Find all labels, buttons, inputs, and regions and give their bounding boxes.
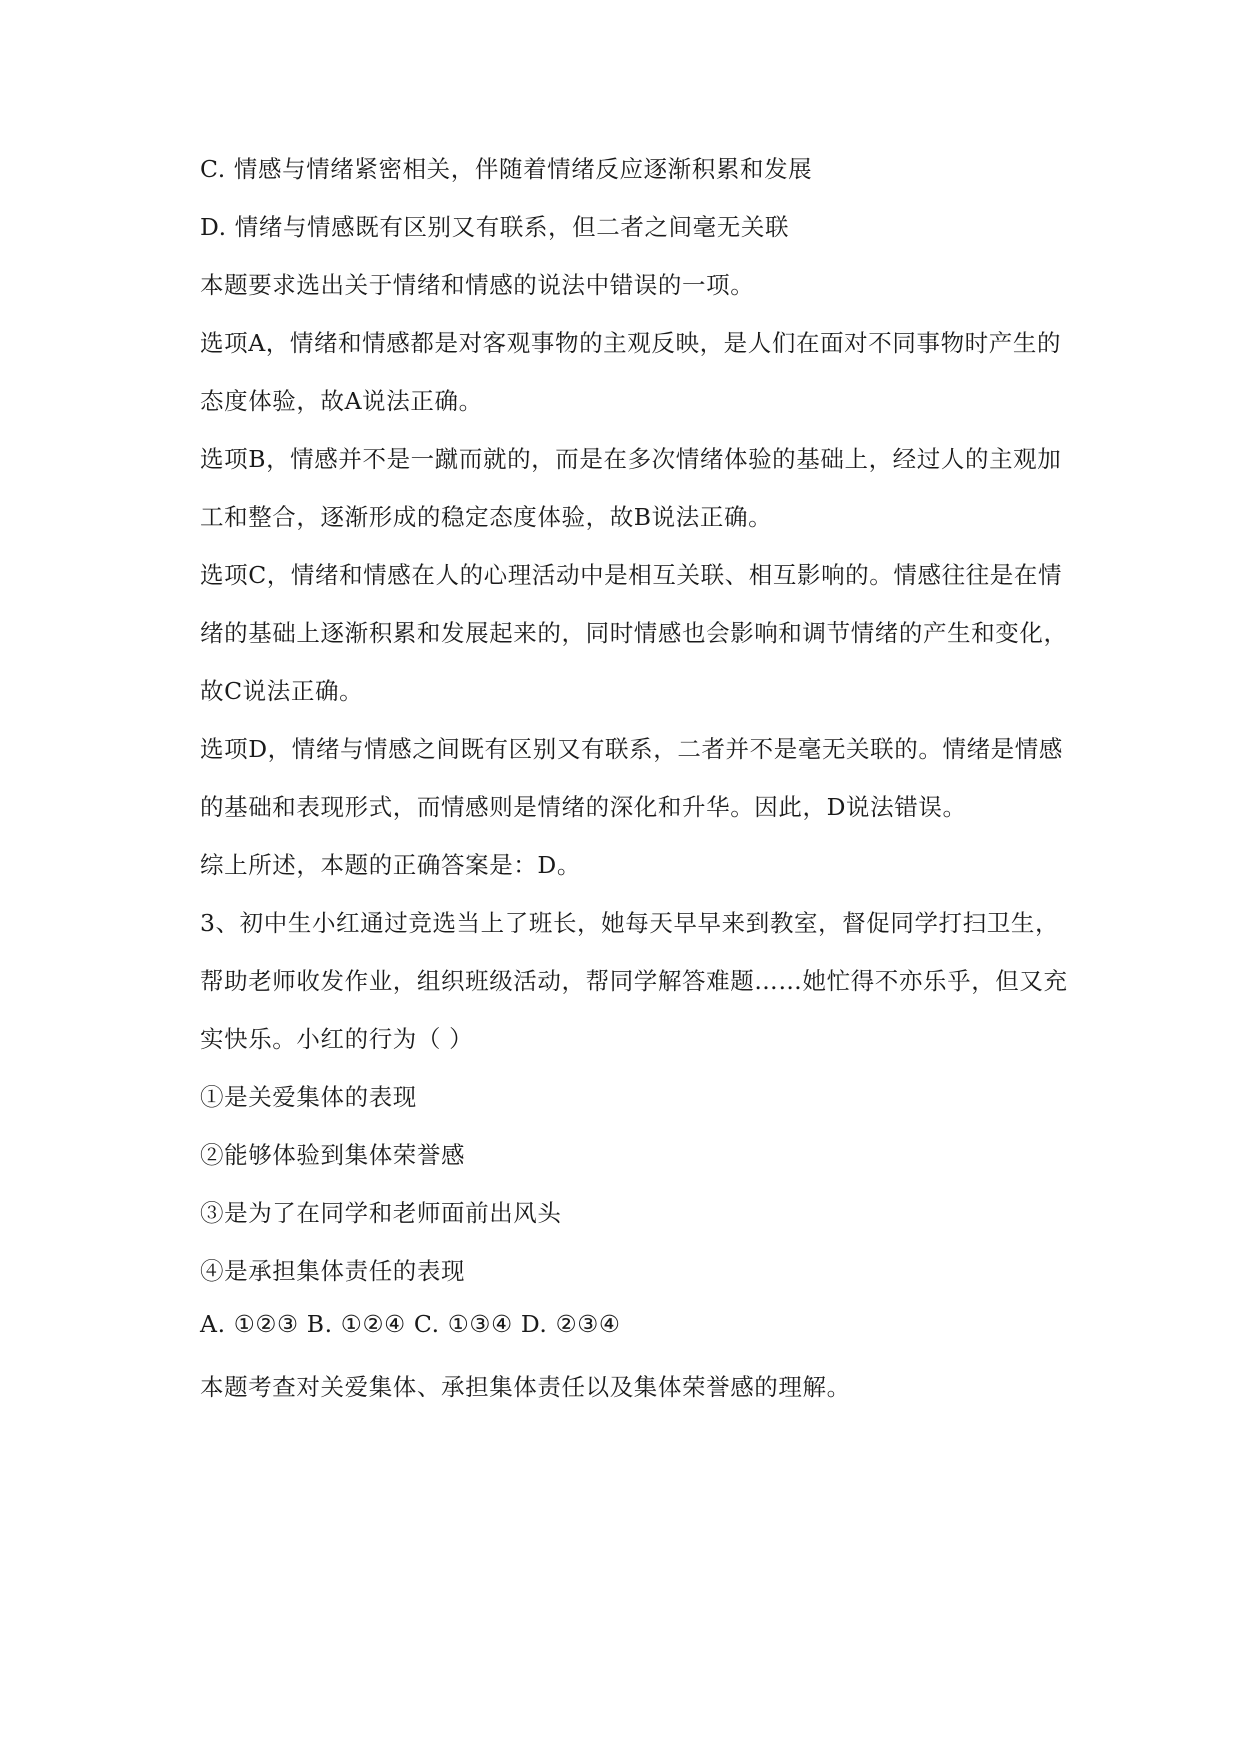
- analysis-option-c-line-3: 故C说法正确。: [200, 677, 364, 705]
- analysis-option-b-line-1: 选项B，情感并不是一蹴而就的，而是在多次情绪体验的基础上，经过人的主观加: [200, 445, 1062, 473]
- option-c-text: C. 情感与情绪紧密相关，伴随着情绪反应逐渐积累和发展: [200, 155, 813, 183]
- analysis-option-b-line-2: 工和整合，逐渐形成的稳定态度体验，故B说法正确。: [200, 503, 773, 531]
- statement-3: ③是为了在同学和老师面前出风头: [200, 1199, 562, 1227]
- analysis-option-a-line-2: 态度体验，故A说法正确。: [200, 387, 483, 415]
- statement-1: ①是关爱集体的表现: [200, 1083, 417, 1111]
- analysis-intro: 本题要求选出关于情绪和情感的说法中错误的一项。: [200, 271, 755, 299]
- analysis-option-c-line-2: 绪的基础上逐渐积累和发展起来的，同时情感也会影响和调节情绪的产生和变化，: [200, 619, 1068, 647]
- analysis-option-d-line-1: 选项D，情绪与情感之间既有区别又有联系，二者并不是毫无关联的。情绪是情感: [200, 735, 1063, 763]
- analysis-option-a-line-1: 选项A，情绪和情感都是对客观事物的主观反映，是人们在面对不同事物时产生的: [200, 329, 1062, 357]
- question-3-line-3: 实快乐。小红的行为（ ）: [200, 1025, 474, 1053]
- answer-choices: A. ①②③ B. ①②④ C. ①③④ D. ②③④: [200, 1310, 621, 1338]
- statement-2: ②能够体验到集体荣誉感: [200, 1141, 466, 1169]
- option-d-text: D. 情绪与情感既有区别又有联系，但二者之间毫无关联: [200, 213, 790, 241]
- answer-summary: 综上所述，本题的正确答案是：D。: [200, 851, 581, 879]
- question-3-analysis: 本题考查对关爱集体、承担集体责任以及集体荣誉感的理解。: [200, 1373, 851, 1401]
- analysis-option-c-line-1: 选项C，情绪和情感在人的心理活动中是相互关联、相互影响的。情感往往是在情: [200, 561, 1063, 589]
- statement-4: ④是承担集体责任的表现: [200, 1257, 466, 1285]
- question-3-line-1: 3、初中生小红通过竞选当上了班长，她每天早早来到教室，督促同学打扫卫生，: [200, 909, 1060, 937]
- analysis-option-d-line-2: 的基础和表现形式，而情感则是情绪的深化和升华。因此，D说法错误。: [200, 793, 967, 821]
- question-3-line-2: 帮助老师收发作业，组织班级活动，帮同学解答难题……她忙得不亦乐乎，但又充: [200, 967, 1068, 995]
